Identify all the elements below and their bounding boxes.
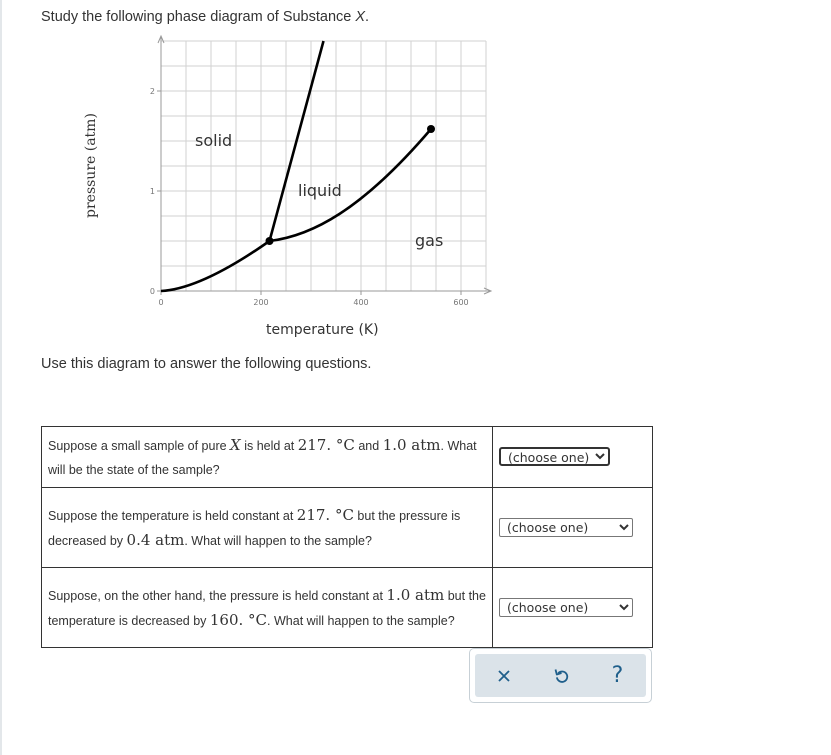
- region-label-solid: solid: [195, 131, 233, 150]
- question-row-1: [42, 427, 653, 488]
- answer-cell-2: [493, 488, 653, 568]
- critical-point-marker: [427, 125, 435, 133]
- clear-button[interactable]: [484, 658, 524, 694]
- x-tick-label: 200: [253, 298, 269, 307]
- phase-diagram: [0, 0, 831, 350]
- question-row-3: [42, 568, 653, 648]
- toolbar-inner: [475, 654, 646, 697]
- question-text-1: Suppose a small sample of pure X is held at 217. °C and 1.0 atm. What will be the state of the sample?: [42, 427, 493, 488]
- x-axis-label: temperature (K): [266, 322, 379, 338]
- help-button[interactable]: [598, 658, 638, 694]
- y-tick-label: 0: [149, 287, 155, 296]
- x-tick-label: 600: [453, 298, 469, 307]
- intro-text: Study the following phase diagram of Substance X.: [41, 9, 370, 25]
- y-tick-label: 2: [149, 87, 155, 96]
- close-icon: [496, 668, 512, 684]
- substance-symbol: X: [355, 9, 366, 25]
- instructions-text: Use this diagram to answer the following questions.: [41, 356, 372, 372]
- answer-toolbar: [469, 648, 652, 703]
- chart-grid: [161, 41, 486, 291]
- question-text-3: Suppose, on the other hand, the pressure is held constant at 1.0 atm but the temperature is decreased by 160. °C. What will happen to the sample?: [42, 568, 493, 648]
- y-axis-label: pressure (atm): [83, 113, 99, 218]
- question-text-2: Suppose the temperature is held constant at 217. °C but the pressure is decreased by 0.4 atm. What will happen to the sample?: [42, 488, 493, 568]
- triple-point-marker: [266, 237, 274, 245]
- answer-cell-1: [493, 427, 653, 488]
- x-tick-label: 400: [353, 298, 369, 307]
- question-row-2: [42, 488, 653, 568]
- region-label-liquid: liquid: [298, 181, 342, 200]
- region-label-gas: gas: [415, 231, 444, 250]
- answer-cell-3: [493, 568, 653, 648]
- x-tick-label: 0: [158, 298, 164, 307]
- questions-table: [41, 426, 653, 648]
- help-icon: ?: [611, 663, 624, 688]
- vaporization-curve: [270, 129, 432, 241]
- undo-button[interactable]: [541, 658, 581, 694]
- state-select-2[interactable]: [499, 518, 633, 537]
- state-select-1[interactable]: [499, 447, 610, 466]
- undo-icon: [552, 667, 570, 685]
- y-tick-label: 1: [149, 187, 155, 196]
- state-select-3[interactable]: [499, 598, 633, 617]
